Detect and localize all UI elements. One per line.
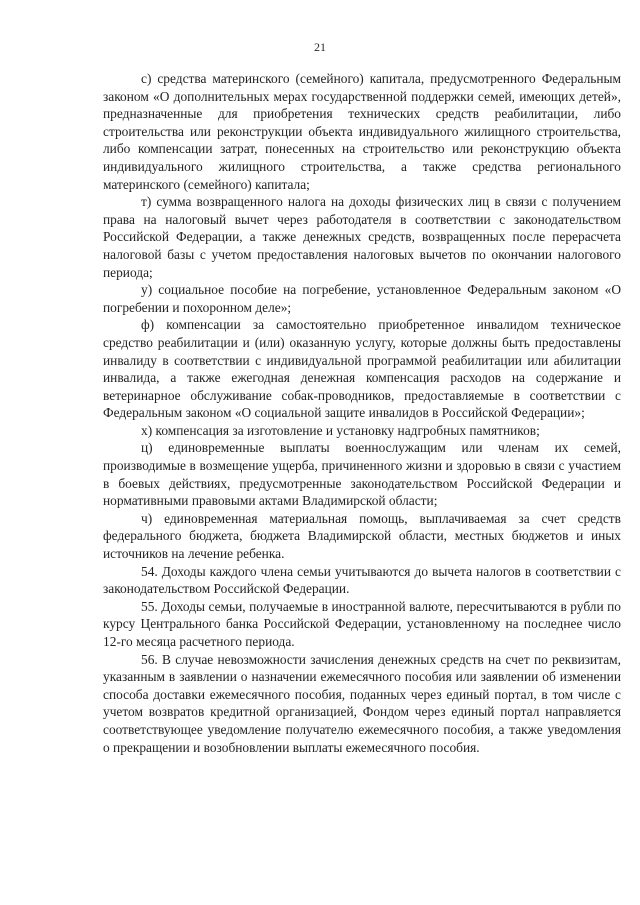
- paragraph-item-kh: х) компенсация за изготовление и установку надгробных памятников;: [141, 422, 540, 438]
- paragraph-item-s: с) средства материнского (семейного) капитала, предусмотренного Федеральным законом «О дополнительных мерах государственной поддержки семей, имеющих детей», предназначенные для приобретения технических средств реабилитации, либо строительства или реконструкции объекта индивидуального жилищного строительства, либо компенсации затрат, понесенных на строительство или реконструкцию объекта индивидуального жилищного строительства, а также средства регионального материнского (семейного) капитала;: [103, 71, 621, 192]
- page-number: 21: [314, 40, 326, 54]
- paragraph-clause-55: 55. Доходы семьи, получаемые в иностранной валюте, пересчитываются в рубли по курсу Центрального банка Российской Федерации, установленному на последнее число 12-го месяца расчетного периода.: [103, 598, 621, 649]
- paragraph-item-u: у) социальное пособие на погребение, установленное Федеральным законом «О погребении и похоронном деле»;: [103, 282, 621, 315]
- paragraph-item-ts: ц) единовременные выплаты военнослужащим или членам их семей, производимые в возмещение ущерба, причиненного жизни и здоровью в связи с участием в боевых действиях, предусмотренные законодательством Российской Федерации и нормативными правовыми актами Владимирской области;: [103, 440, 621, 509]
- paragraph-item-ch: ч) единовременная материальная помощь, выплачиваемая за счет средств федерального бюджета, бюджета Владимирской области, местных бюджетов и иных источников на лечение ребенка.: [103, 510, 621, 562]
- document-body: [103, 70, 621, 756]
- paragraph-item-t: т) сумма возвращенного налога на доходы физических лиц в связи с получением права на налоговый вычет через работодателя в соответствии с законодательством Российской Федерации, а также денежных средств, возвращенных после перерасчета налоговой базы с учетом предоставления налоговых вычетов по окончании налогового периода;: [103, 194, 621, 280]
- paragraph-clause-54: 54. Доходы каждого члена семьи учитываются до вычета налогов в соответствии с законодательством Российской Федерации.: [103, 563, 621, 597]
- paragraph-item-f: ф) компенсации за самостоятельно приобретенное инвалидом техническое средство реабилитации и (или) оказанную услугу, которые должны быть предоставлены инвалиду в соответствии с индивидуальной программой реабилитации или абилитации инвалида, а также ежегодная денежная компенсация расходов на содержание и ветеринарное обслуживание собак-проводников, предоставляемые в соответствии с Федеральным законом «О социальной защите инвалидов в Российской Федерации»;: [103, 317, 621, 421]
- paragraph-clause-56: 56. В случае невозможности зачисления денежных средств на счет по реквизитам, указанным в заявлении о назначении ежемесячного пособия или заявлении об изменении способа доставки ежемесячного пособия, поданных через единый портал, в том числе с учетом возвратов кредитной организацией, Фондом через единый портал направляется соответствующее уведомление получателю ежемесячного пособия, а также уведомления о прекращении и возобновлении выплаты ежемесячного пособия.: [103, 651, 621, 755]
